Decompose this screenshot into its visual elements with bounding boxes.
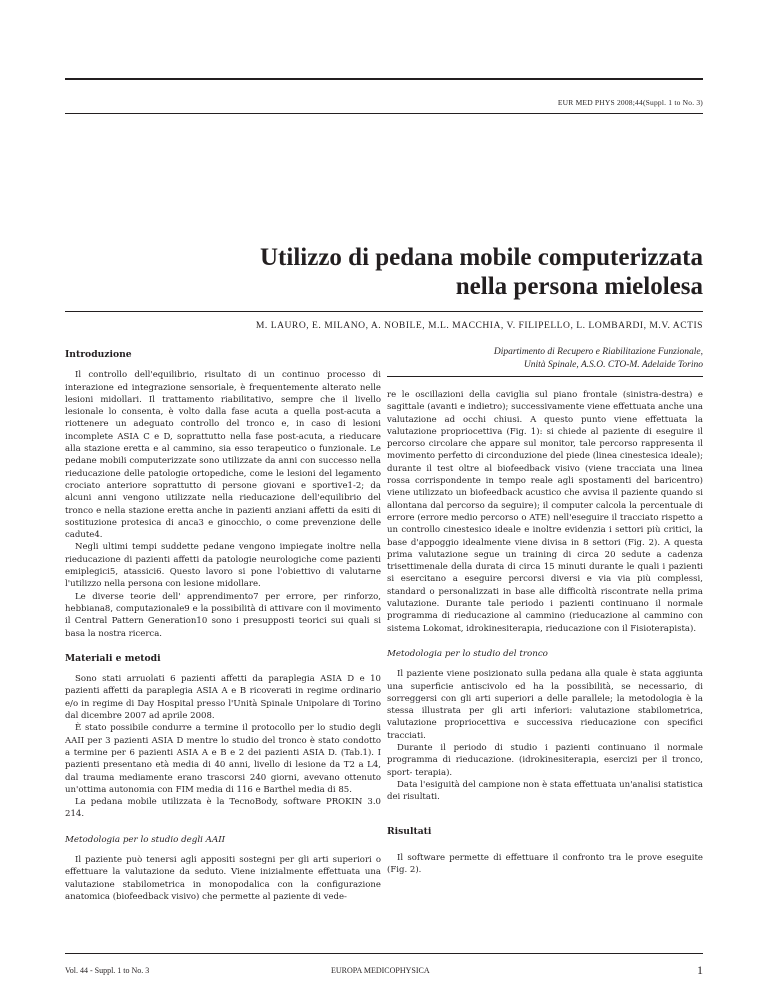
right-column (387, 389, 703, 876)
header-rule-bottom (65, 113, 703, 114)
affiliation-line-1: Dipartimento di Recupero e Riabilitazione Funzionale, (493, 347, 703, 357)
paragraph: Le diverse teorie dell' apprendimento7 per errore, per rinforzo, hebbiana8, computazionale9 e la possibilità di attivare con il movimento il Central Pattern Generation10 sono i presupposti teorici sui quali si basa la nostra ricerca. (65, 591, 381, 639)
header-rule-top (65, 78, 703, 80)
paragraph: Il controllo dell'equilibrio, risultato di un continuo processo di interazione ed integrazione sensoriale, è frequentemente alterato nelle lesioni midollari. Il trattamento riabilitativo, sempre che il livello lesionale lo consenta, è volto dalla fase acuta a quella post-acuta a riottenere un adeguato controllo del tronco e, in caso di lesioni incomplete ASIA C e D, soprattutto nella fase post-acuta, a rieducare alla stazione eretta e al cammino, sia esso terapeutico o funzionale. Le pedane mobili computerizzate sono utilizzate da anni con successo nella rieducazione delle patologie ortopediche, come le lesioni del legamento crociato anteriore soprattutto di persone giovani e sportive1-2; da alcuni anni vengono utilizzate nella rieducazione dell'equilibrio del tronco e nella stazione eretta anche in pazienti anziani affetti da esiti di sostituzione protesica di anca3 e ginocchio, o come prevenzione delle cadute4. (65, 370, 381, 541)
subsection-heading-aaii: Metodologia per lo studio degli AAII (65, 834, 226, 845)
section-heading-risultati: Risultati (387, 825, 432, 837)
paragraph: Data l'esiguità del campione non è stata effettuata un'analisi statistica dei risultati. (387, 779, 703, 803)
paragraph: Il software permette di effettuare il confronto tra le prove eseguite (Fig. 2). (387, 852, 703, 876)
subsection-heading-tronco: Metodologia per lo studio del tronco (387, 648, 548, 659)
paragraph: La pedana mobile utilizzata è la TecnoBody, software PROKIN 3.0 214. (65, 797, 381, 820)
paragraph: Il paziente viene posizionato sulla pedana alla quale è stata aggiunta una superficie antiscivolo ed ha la possibilità, se necessario, di sorreggersi con gli arti superiori a delle parallele; la metodologia è la stessa illustrata per gli arti inferiori: valutazione stabilometrica, valutazione propriocettiva e successiva rieducazione con specifici tracciati. (387, 669, 703, 741)
paragraph: Il paziente può tenersi agli appositi sostegni per gli arti superiori o effettuare la valutazione da seduto. Viene inizialmente effettuata una valutazione stabilometrica in monopodalica con la configurazione anatomica (biofeedback visivo) che permette al paziente di vede- (65, 854, 381, 902)
paragraph: Sono stati arruolati 6 pazienti affetti da paraplegia ASIA D e 10 pazienti affetti da paraplegia ASIA A e B ricoverati in regime ordinario e/o in regime di Day Hospital presso l'Unità Spinale Unipolare di Torino dal dicembre 2007 ad aprile 2008. (65, 674, 381, 722)
journal-reference: EUR MED PHYS 2008;44(Suppl. 1 to No. 3) (557, 98, 703, 107)
title-line-1: Utilizzo di pedana mobile computerizzata (260, 244, 703, 271)
paragraph: È stato possibile condurre a termine il protocollo per lo studio degli AAII per 3 pazienti ASIA D mentre lo studio del tronco è stato condotto a termine per 6 pazienti ASIA A e B e 2 dei pazienti ASIA D. (Tab.1). I pazienti presentano età media di 40 anni, livello di lesione da T2 a L4, dal trauma mediamente erano trascorsi 240 giorni, avevano ottenuto un'ottima autonomia con FIM media di 116 e Barthel media di 85. (65, 723, 381, 795)
paragraph: Durante il periodo di studio i pazienti continuano il normale programma di rieducazione. (idrokinesiterapia, esercizi per il tronco, sport- terapia). (387, 743, 703, 778)
title-rule (65, 311, 703, 312)
left-column (65, 349, 381, 903)
article-title (103, 243, 703, 301)
title-line-2: nella persona mielolesa (455, 273, 703, 300)
footer-journal: EUROPA MEDICOPHYSICA (331, 966, 430, 975)
affiliation-line-2: Unità Spinale, A.S.O. CTO-M. Adelaide Torino (523, 360, 703, 370)
paragraph-continuation: re le oscillazioni della caviglia sul piano frontale (sinistra-destra) e sagittale (avanti e indietro); successivamente viene effettuata anche una valutazione ad occhi chiusi. A questo punto viene effettuata la valutazione propriocettiva (Fig. 1): si chiede al paziente di eseguire il percorso circolare che appare sul monitor, tale percorso rappresenta il movimento perfetto di circonduzione del piede (linea cinestesica ideale); durante il test oltre al biofeedback visivo (viene tracciata una linea rossa corrispondente in tempo reale agli spostamenti del baricentro) viene utilizzato un biofeedback acustico che avvisa il paziente quando si allontana dal percorso da seguire); il computer calcola la percentuale di errore (errore medio percorso o ATE) nell'eseguire il tracciato rispetto a un controllo cinestesico ideale e inoltre evidenzia i settori più critici, la base d'appoggio idealmente viene divisa in 8 settori (Fig. 2). A questa prima valutazione segue un training di circa 20 sedute a cadenza trisettimenale della durata di circa 15 minuti durante le quali i pazienti si esercitano a eseguire percorsi diversi e via via più complessi, standard o personalizzati in base alle difficoltà riscontrate nella prima valutazione. Durante tale periodo i pazienti continuano il normale programma di rieducazione al cammino (rieducazione al cammino con sistema Lokomat, idrokinesiterapia, rieducazione con il Fisioterapista). (387, 390, 703, 634)
author-list: M. LAURO, E. MILANO, A. NOBILE, M.L. MACCHIA, V. FILIPELLO, L. LOMBARDI, M.V. ACTIS (255, 320, 703, 331)
affiliation-rule (387, 376, 703, 377)
paragraph: Negli ultimi tempi suddette pedane vengono impiegate inoltre nella rieducazione di pazienti affetti da patologie neurologiche come pazienti emiplegici5, atassici6. Questo lavoro si pone l'obiettivo di valutarne l'utilizzo nella persona con lesione midollare. (65, 542, 381, 590)
affiliation (403, 346, 703, 372)
section-heading-introduzione: Introduzione (65, 349, 132, 360)
footer-rule (65, 953, 703, 954)
page-number: 1 (697, 963, 703, 977)
footer-volume: Vol. 44 - Suppl. 1 to No. 3 (65, 966, 150, 975)
section-heading-materiali-e-metodi: Materiali e metodi (65, 652, 161, 664)
